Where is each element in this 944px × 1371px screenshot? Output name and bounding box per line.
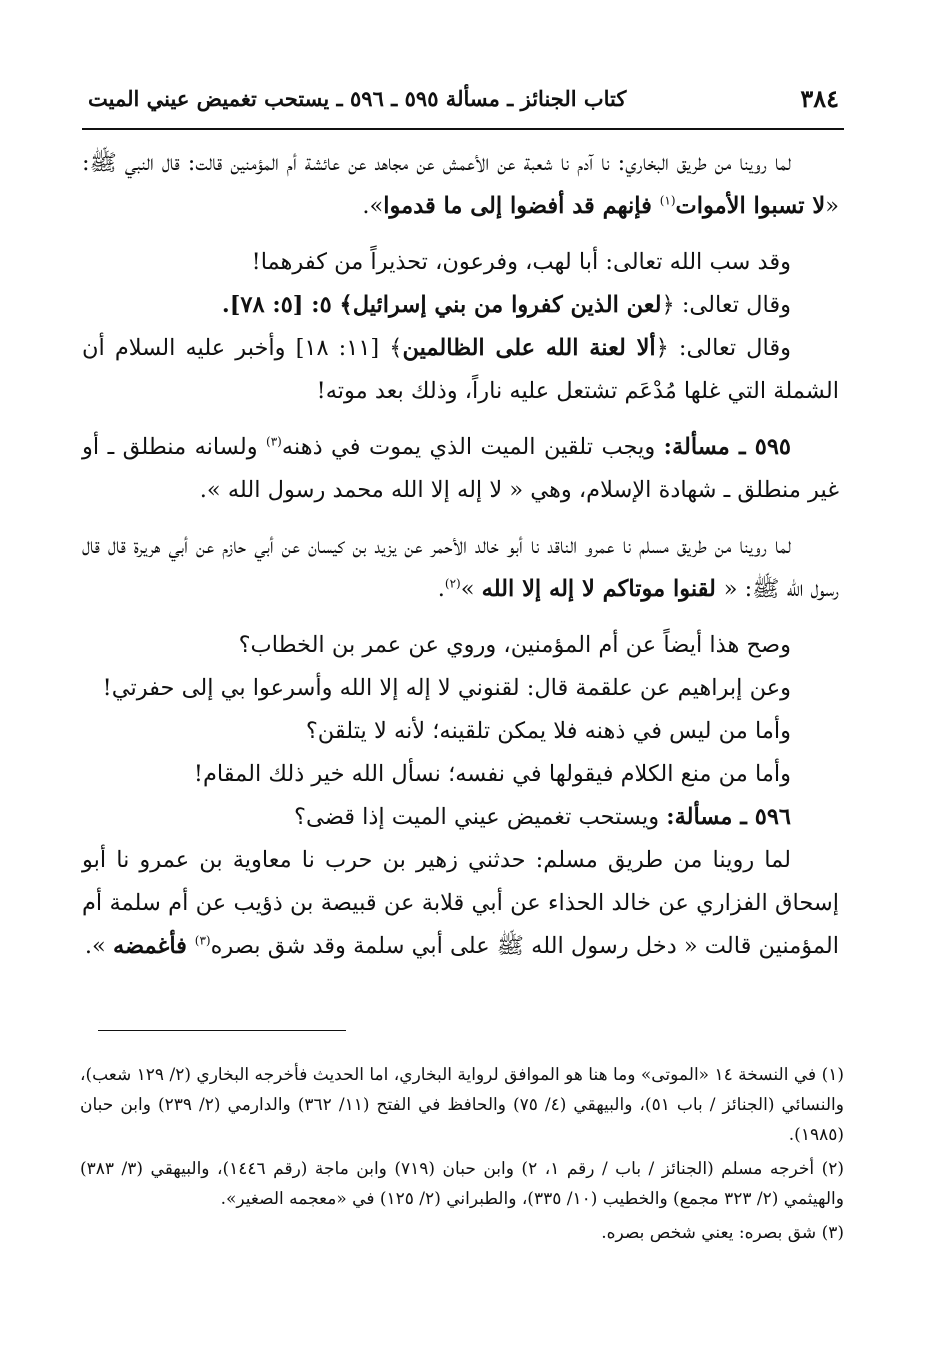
- verse-reference: ﴾ ٥: [٥: ٧٨].: [221, 292, 353, 318]
- quran-verse: لعن الذين كفروا من بني إسرائيل: [352, 292, 662, 318]
- text-span: »: [460, 576, 482, 602]
- paragraph-not-conscious: وأما من ليس في ذهنه فلا يمكن تلقينه؛ لأنه لا يتلقن؟: [305, 718, 791, 744]
- footnote-2: (٢) أخرجه مسلم (الجنائز / باب / رقم ١، ٢) وابن حبان (٧١٩) وابن ماجة (رقم ١٤٤٦)، والبيهقي (٣/ ٣٨٣) والهيثمي (٢/ ٣٢٣ مجمع) والخطيب (١٠/ ٣٣٥)، والطبراني (٢/ ١٢٥) في «معجمه الصغير».: [80, 1159, 845, 1209]
- page-number: ٣٨٤: [800, 84, 839, 113]
- paragraph-quran-verse-1: [82, 284, 839, 327]
- footnote-ref: (٢): [444, 576, 461, 591]
- main-text: [82, 142, 839, 968]
- hadith-text: لقنوا موتاكم لا إله إلا الله: [481, 576, 724, 602]
- text-span: وقال تعالى: ﴿: [655, 335, 791, 361]
- quran-verse: ألا لعنة الله على الظالمين: [402, 335, 656, 361]
- paragraph-muslim-narration: [82, 525, 839, 611]
- footnote-ref: (١): [659, 193, 676, 208]
- header-divider: [82, 128, 844, 130]
- text-span: ».: [362, 193, 384, 219]
- footnote-divider: [98, 1030, 346, 1031]
- footnote-ref: (٣): [266, 434, 282, 449]
- paragraph-bukhari-narration: [82, 142, 839, 228]
- hadith-text: لا تسبوا الأموات: [675, 193, 826, 219]
- text-span: ويجب تلقين الميت الذي يموت في ذهنه: [281, 434, 664, 460]
- issue-596: [82, 796, 839, 839]
- issue-heading: ٥٩٥ ـ مسألة:: [663, 434, 791, 460]
- text-span: لما روينا من طريق مسلم: حدثني زهير بن حرب نا معاوية بن عمرو نا أبو إسحاق الفزاري عن خالد الحذاء عن أبي قلابة عن قبيصة بن ذؤيب عن أم سلمة أم المؤمنين قالت « دخل رسول الله ﷺ على أبي سلمة وقد شق بصره: [82, 847, 839, 959]
- paragraph-allah-cursed: وقد سب الله تعالى: أبا لهب، وفرعون، تحذيراً من كفرهما!: [251, 249, 791, 275]
- footnote-3: (٣) شق بصره: يعني شخص بصره.: [601, 1223, 844, 1243]
- paragraph-umm-salama: [82, 839, 839, 968]
- footnote-1: (١) في النسخة ١٤ «الموتى» وما هنا هو الموافق لرواية البخاري، اما الحديث فأخرجه البخاري (٢/ ١٢٩ شعب)، والنسائي (الجنائز / باب ٥١)، والبيهقي (٤/ ٧٥) والحافظ في الفتح (١١/ ٣٦٢) والدارمي (٢/ ٢٣٩) وابن حبان (١٩٨٥).: [80, 1065, 844, 1145]
- text-span: ويستحب تغميض عيني الميت إذا قضى؟: [294, 804, 667, 830]
- hadith-text: فإنهم قد أفضوا إلى ما قدموا: [383, 193, 660, 219]
- text-span: ﴾ [١١: ١٨] وأخبر عليه السلام أن الشملة التي غلها مُدْعَم تشتعل عليه ناراً، وذلك بعد موته!: [82, 335, 839, 404]
- page-header: [88, 78, 839, 124]
- running-title: كتاب الجنائز ـ مسألة ٥٩٥ ـ ٥٩٦ ـ يستحب تغميض عيني الميت: [88, 86, 627, 111]
- footnote-ref: (٣): [194, 933, 211, 948]
- text-span: .: [437, 576, 445, 602]
- footnotes: [80, 1060, 844, 1252]
- text-span: لما روينا من طريق البخاري: نا آدم نا شعبة عن الأعمش عن مجاهد عن عائشة أم المؤمنين قالت: قال النبي ﷺ: «: [82, 150, 839, 219]
- text-span: ».: [84, 933, 113, 959]
- issue-heading: ٥٩٦ ـ مسألة:: [666, 804, 791, 830]
- paragraph-quran-verse-2: [82, 327, 839, 413]
- hadith-text: فأغمضه: [112, 933, 195, 959]
- paragraph-umm-al-muminin: وصح هذا أيضاً عن أم المؤمنين، وروي عن عمر بن الخطاب؟: [238, 632, 791, 658]
- issue-595: [82, 426, 839, 512]
- paragraph-ibrahim: وعن إبراهيم عن علقمة قال: لقنوني لا إله إلا الله وأسرعوا بي إلى حفرتي!: [102, 675, 791, 701]
- text-span: ولسانه منطلق ـ أو غير منطلق ـ شهادة الإسلام، وهي « لا إله إلا الله محمد رسول الله ».: [82, 434, 839, 503]
- text-span: لما روينا من طريق مسلم نا عمرو الناقد نا أبو خالد الأحمر عن يزيد بن كيسان عن أبي حازم عن أبي هريرة قال قال رسول الله ﷺ: «: [82, 533, 839, 602]
- text-span: وقال تعالى: ﴿: [661, 292, 791, 318]
- paragraph-prevented-speech: وأما من منع الكلام فيقولها في نفسه؛ نسأل الله خير ذلك المقام!: [193, 761, 791, 787]
